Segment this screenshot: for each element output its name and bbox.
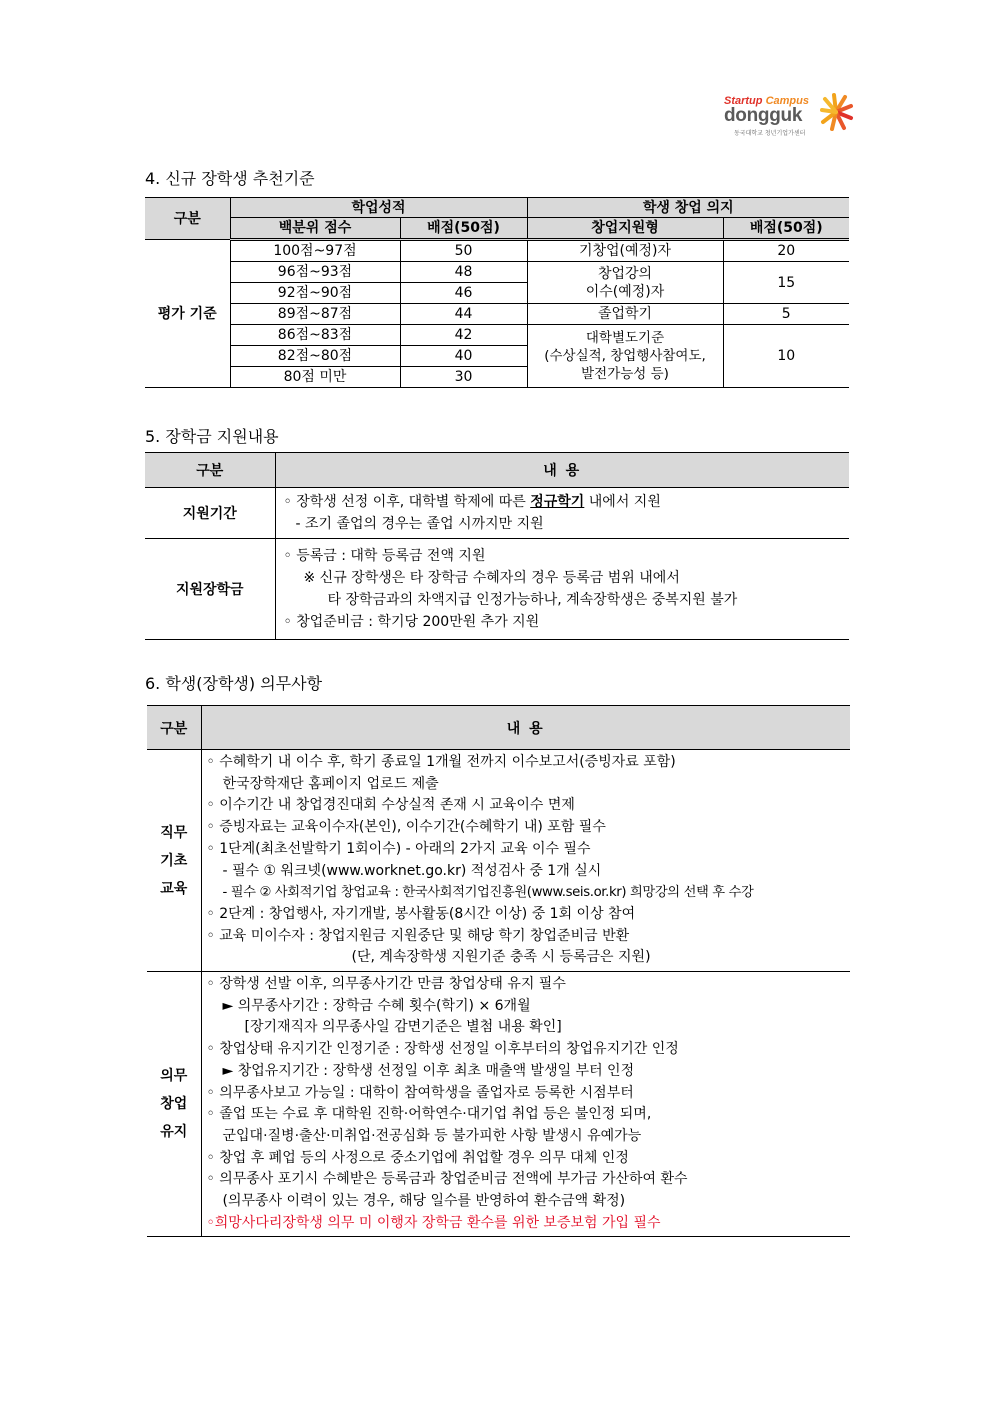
score-range: 82점~80점 <box>230 346 400 367</box>
recommendation-criteria-table <box>145 197 849 388</box>
student-obligations-table <box>147 705 850 1237</box>
group-academic: 학업성적 <box>230 198 527 218</box>
startup-maintenance-content: ◦ 장학생 선발 이후, 의무종사기간 만큼 창업상태 유지 필수 ► 의무종사기간 : 장학금 수혜 횟수(학기) × 6개월 [장기재직자 의무종사일 감면기준은 별첨 내용 확인] ◦ 창업상태 유지기간 인정기준 : 장학생 선정일 이후부터의 창업유지기간 인정 ► 창업유지기간 : 장학생 선정일 이후 최초 매출액 발생일 부터 인정 ◦ 의무종사보고 가능일 : 대학이 참여학생을 졸업자로 등록한 시점부터 ◦ 졸업 또는 수료 후 대학원 진학·어학연수·대기업 취업 등은 불인정 되며, 군입대·질병·출산·미취업·전공심화 등 불가피한 사항 발생시 유예가능 ◦ 창업 후 폐업 등의 사정으로 중소기업에 취업할 경우 의무 대체 인정 ◦ 의무종사 포기시 수혜받은 등록금과 창업준비금 전액에 부가금 가산하여 환수 (의무종사 이력이 있는 경우, 해당 일수를 반영하여 환수금액 확정) ◦희망사다리장학생 의무 미 이행자 장학금 환수를 위한 보증보험 가입 필수 <box>201 972 850 1237</box>
score-points: 48 <box>400 262 527 283</box>
type-points: 15 <box>723 262 849 304</box>
support-type: 기창업(예정)자 <box>527 240 723 262</box>
score-points: 30 <box>400 367 527 388</box>
score-range: 86점~83점 <box>230 325 400 346</box>
col-content: 내 용 <box>275 453 849 488</box>
logo-subtitle: 동국대학교 청년기업가센터 <box>734 130 806 137</box>
support-period-content: ◦ 장학생 선정 이후, 대학별 학제에 따른 정규학기 내에서 지원 - 조기 졸업의 경우는 졸업 시까지만 지원 <box>275 488 849 539</box>
col-content: 내 용 <box>201 706 850 750</box>
support-type: 대학별도기준 (수상실적, 창업행사참여도, 발전가능성 등) <box>527 325 723 388</box>
type-points: 20 <box>723 240 849 262</box>
col-gubun: 구분 <box>145 453 275 488</box>
score-range: 89점~87점 <box>230 304 400 325</box>
section4-heading: 4. 신규 장학생 추천기준 <box>145 169 315 188</box>
sub-percentile: 백분위 점수 <box>230 218 400 240</box>
row-label-evaluation: 평가 기준 <box>145 240 230 388</box>
section5-heading: 5. 장학금 지원내용 <box>145 427 279 446</box>
score-range: 80점 미만 <box>230 367 400 388</box>
score-points: 50 <box>400 240 527 262</box>
row-label-basic-education: 직무 기초 교육 <box>147 750 201 972</box>
sub-support-type: 창업지원형 <box>527 218 723 240</box>
sub-points-2: 배점(50점) <box>723 218 849 240</box>
logo-startup-text: Startup Campus <box>724 95 809 107</box>
type-points: 10 <box>723 325 849 388</box>
warning-line: ◦희망사다리장학생 의무 미 이행자 장학금 환수를 위한 보증보험 가입 필수 <box>206 1214 661 1231</box>
score-range: 96점~93점 <box>230 262 400 283</box>
col-gubun: 구분 <box>145 198 230 240</box>
group-startup-will: 학생 창업 의지 <box>527 198 849 218</box>
score-points: 42 <box>400 325 527 346</box>
score-points: 46 <box>400 283 527 304</box>
row-label-scholarship: 지원장학금 <box>145 539 275 640</box>
score-range: 100점~97점 <box>230 240 400 262</box>
section6-heading: 6. 학생(장학생) 의무사항 <box>145 674 323 693</box>
scholarship-content: ◦ 등록금 : 대학 등록금 전액 지원 ※ 신규 장학생은 타 장학금 수혜자의 경우 등록금 범위 내에서 타 장학금과의 차액지급 인정가능하나, 계속장학생은 중복지원 불가 ◦ 창업준비금 : 학기당 200만원 추가 지원 <box>275 539 849 640</box>
startup-campus-logo <box>724 92 864 142</box>
basic-education-content: ◦ 수혜학기 내 이수 후, 학기 종료일 1개월 전까지 이수보고서(증빙자료 포함) 한국장학재단 홈페이지 업로드 제출 ◦ 이수기간 내 창업경진대회 수상실적 존재 시 교육이수 면제 ◦ 증빙자료는 교육이수자(본인), 이수기간(수혜학기 내) 포함 필수 ◦ 1단계(최초선발학기 1회이수) - 아래의 2가지 교육 이수 필수 - 필수 ① 워크넷(www.worknet.go.kr) 적성검사 중 1개 실시 - 필수 ② 사회적기업 창업교육 : 한국사회적기업진흥원(www.seis.or.kr) 희망강의 선택 후 수강 ◦ 2단계 : 창업행사, 자기개발, 봉사활동(8시간 이상) 중 1회 이상 참여 ◦ 교육 미이수자 : 창업지원금 지원중단 및 해당 학기 창업준비금 반환 (단, 계속장학생 지원기준 충족 시 등록금은 지원) <box>201 750 850 972</box>
support-type: 졸업학기 <box>527 304 723 325</box>
col-gubun: 구분 <box>147 706 201 750</box>
score-points: 40 <box>400 346 527 367</box>
row-label-period: 지원기간 <box>145 488 275 539</box>
score-range: 92점~90점 <box>230 283 400 304</box>
row-label-startup-maintenance: 의무 창업 유지 <box>147 972 201 1237</box>
logo-burst-icon <box>818 92 854 132</box>
logo-name: dongguk <box>724 105 803 126</box>
score-points: 44 <box>400 304 527 325</box>
support-type: 창업강의 이수(예정)자 <box>527 262 723 304</box>
scholarship-support-table <box>145 452 849 640</box>
sub-points-1: 배점(50점) <box>400 218 527 240</box>
type-points: 5 <box>723 304 849 325</box>
